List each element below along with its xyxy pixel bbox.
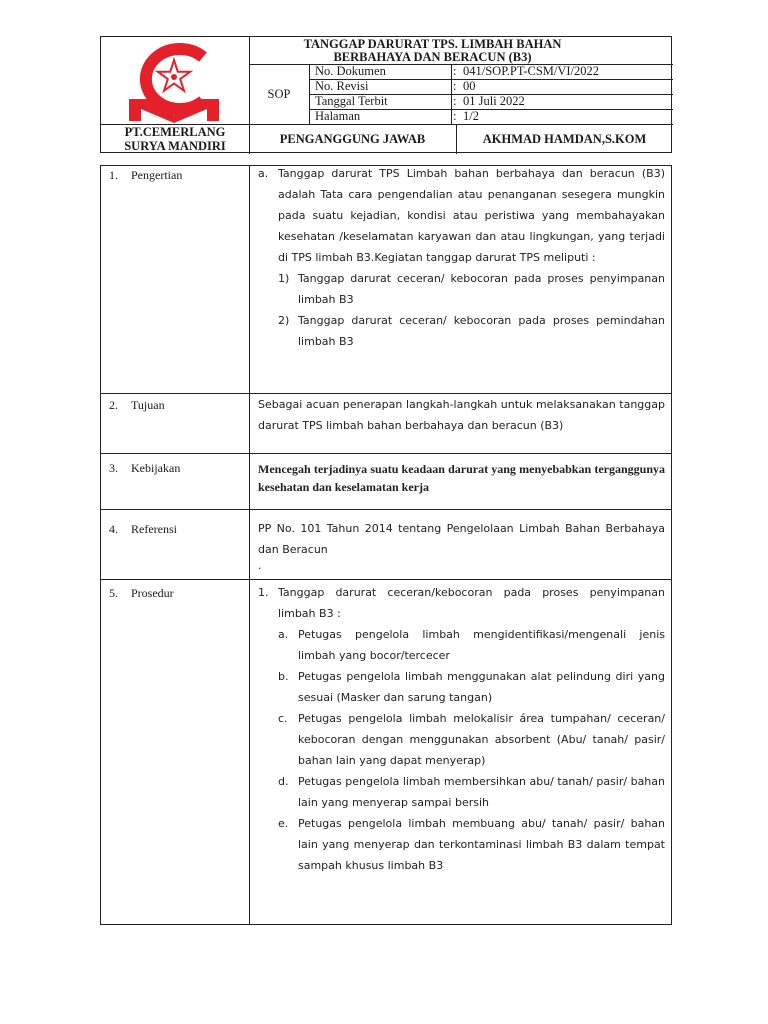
list-marker: c. <box>278 712 288 725</box>
referensi-text: PP No. 101 Tahun 2014 tentang Pengelolaan Limbah Bahan Berbahaya dan Beracun <box>258 522 665 556</box>
procedure-step <box>258 813 665 876</box>
divider <box>249 166 250 924</box>
pengertian-content <box>258 163 665 352</box>
field-separator: : <box>453 94 457 108</box>
company-logo <box>119 41 229 123</box>
list-item-text: Tanggap darurat ceceran/ kebocoran pada proses pemindahan limbah B3 <box>298 314 665 348</box>
procedure-heading <box>258 582 665 624</box>
field-value: 041/SOP.PT-CSM/VI/2022 <box>463 64 600 78</box>
field-value: 1/2 <box>463 109 479 123</box>
field-label: No. Dokumen <box>315 64 386 78</box>
section-label: Prosedur <box>131 586 174 600</box>
field-separator: : <box>453 64 457 78</box>
list-marker: a. <box>258 167 269 180</box>
procedure-step <box>258 708 665 771</box>
section-number: 5. <box>109 586 118 600</box>
definition-paragraph <box>258 163 665 268</box>
section-label: Pengertian <box>131 168 183 182</box>
field-label: Tanggal Terbit <box>315 94 388 108</box>
prosedur-content <box>258 582 665 876</box>
divider <box>309 109 673 110</box>
field-value: 01 Juli 2022 <box>463 94 525 108</box>
section-number: 3. <box>109 461 118 475</box>
divider <box>101 509 671 510</box>
title-line: TANGGAP DARURAT TPS. LIMBAH BAHAN <box>303 37 562 51</box>
procedure-step-text: Petugas pengelola limbah membersihkan abu/ tanah/ pasir/ bahan lain yang menyerap sampai bersih <box>298 775 665 809</box>
sop-header <box>100 36 672 153</box>
procedure-step <box>258 666 665 708</box>
section-label: Kebijakan <box>131 461 181 475</box>
divider <box>249 64 673 65</box>
section-label: Referensi <box>131 522 177 536</box>
procedure-step-text: Petugas pengelola limbah mengidentifikasi/mengenali jenis limbah yang bocor/tercecer <box>298 628 665 662</box>
list-marker: a. <box>278 628 289 641</box>
responsible-name: AKHMAD HAMDAN,S.KOM <box>482 132 647 146</box>
logo-star-center <box>171 74 177 80</box>
procedure-step-text: Petugas pengelola limbah membuang abu/ tanah/ pasir/ bahan lain yang menyerap dan terkontaminasi limbah B3 dalam tempat sampah khusus limbah B3 <box>298 817 665 872</box>
procedure-heading-text: Tanggap darurat ceceran/kebocoran pada proses penyimpanan limbah B3 : <box>278 586 665 620</box>
list-marker: b. <box>278 670 289 683</box>
list-marker: d. <box>278 775 289 788</box>
company-line: PT.CEMERLANG <box>124 125 226 139</box>
divider <box>101 579 671 580</box>
referensi-content <box>258 518 665 572</box>
procedure-step <box>258 624 665 666</box>
section-number: 1. <box>109 168 118 182</box>
list-marker: 2) <box>278 314 290 327</box>
section-label: Tujuan <box>131 398 165 412</box>
definition-text: Tanggap darurat TPS Limbah bahan berbahaya dan beracun (B3) adalah Tata cara pengendalian atau penanganan sesegera mungkin pada suatu kejadian, kondisi atau peristiwa yang membahayakan kesehatan /keselamatan karyawan dan atau lingkungan, yang terjadi di TPS limbah B3.Kegiatan tanggap darurat TPS meliputi : <box>278 167 665 264</box>
referensi-dot: . <box>258 559 262 572</box>
divider <box>101 453 671 454</box>
responsible-label: PENGANGGUNG JAWAB <box>279 132 426 146</box>
document-title <box>249 37 616 64</box>
list-item <box>258 268 665 310</box>
list-item <box>258 310 665 352</box>
field-label: No. Revisi <box>315 79 369 93</box>
section-number: 4. <box>109 522 118 536</box>
field-separator: : <box>453 79 457 93</box>
procedure-step-text: Petugas pengelola limbah melokalisir área tumpahan/ ceceran/ kebocoran dengan menggunakan absorbent (Abu/ tanah/ pasir/ bahan lain yang dapat menyerap) <box>298 712 665 767</box>
list-marker: 1) <box>278 272 290 285</box>
list-item-text: Tanggap darurat ceceran/ kebocoran pada proses penyimpanan limbah B3 <box>298 272 665 306</box>
company-name <box>101 125 249 153</box>
list-marker: 1. <box>258 586 269 599</box>
procedure-step <box>258 771 665 813</box>
sop-body-table <box>100 165 672 925</box>
section-number: 2. <box>109 398 118 412</box>
kebijakan-text: Mencegah terjadinya suatu keadaan darurat yang menyebabkan terganggunya kesehatan dan keselamatan kerja <box>258 462 665 494</box>
sop-label: SOP <box>267 87 291 101</box>
field-separator: : <box>453 109 457 123</box>
field-value: 00 <box>463 79 476 93</box>
title-line: BERBAHAYA DAN BERACUN (B3) <box>333 50 532 64</box>
company-line: SURYA MANDIRI <box>124 139 226 153</box>
procedure-step-text: Petugas pengelola limbah menggunakan alat pelindung diri yang sesuai (Masker dan sarung tangan) <box>298 670 665 704</box>
tujuan-text: Sebagai acuan penerapan langkah-langkah untuk melaksanakan tanggap darurat TPS limbah bahan berbahaya dan beracun (B3) <box>258 398 665 432</box>
field-label: Halaman <box>315 109 361 123</box>
list-marker: e. <box>278 817 289 830</box>
